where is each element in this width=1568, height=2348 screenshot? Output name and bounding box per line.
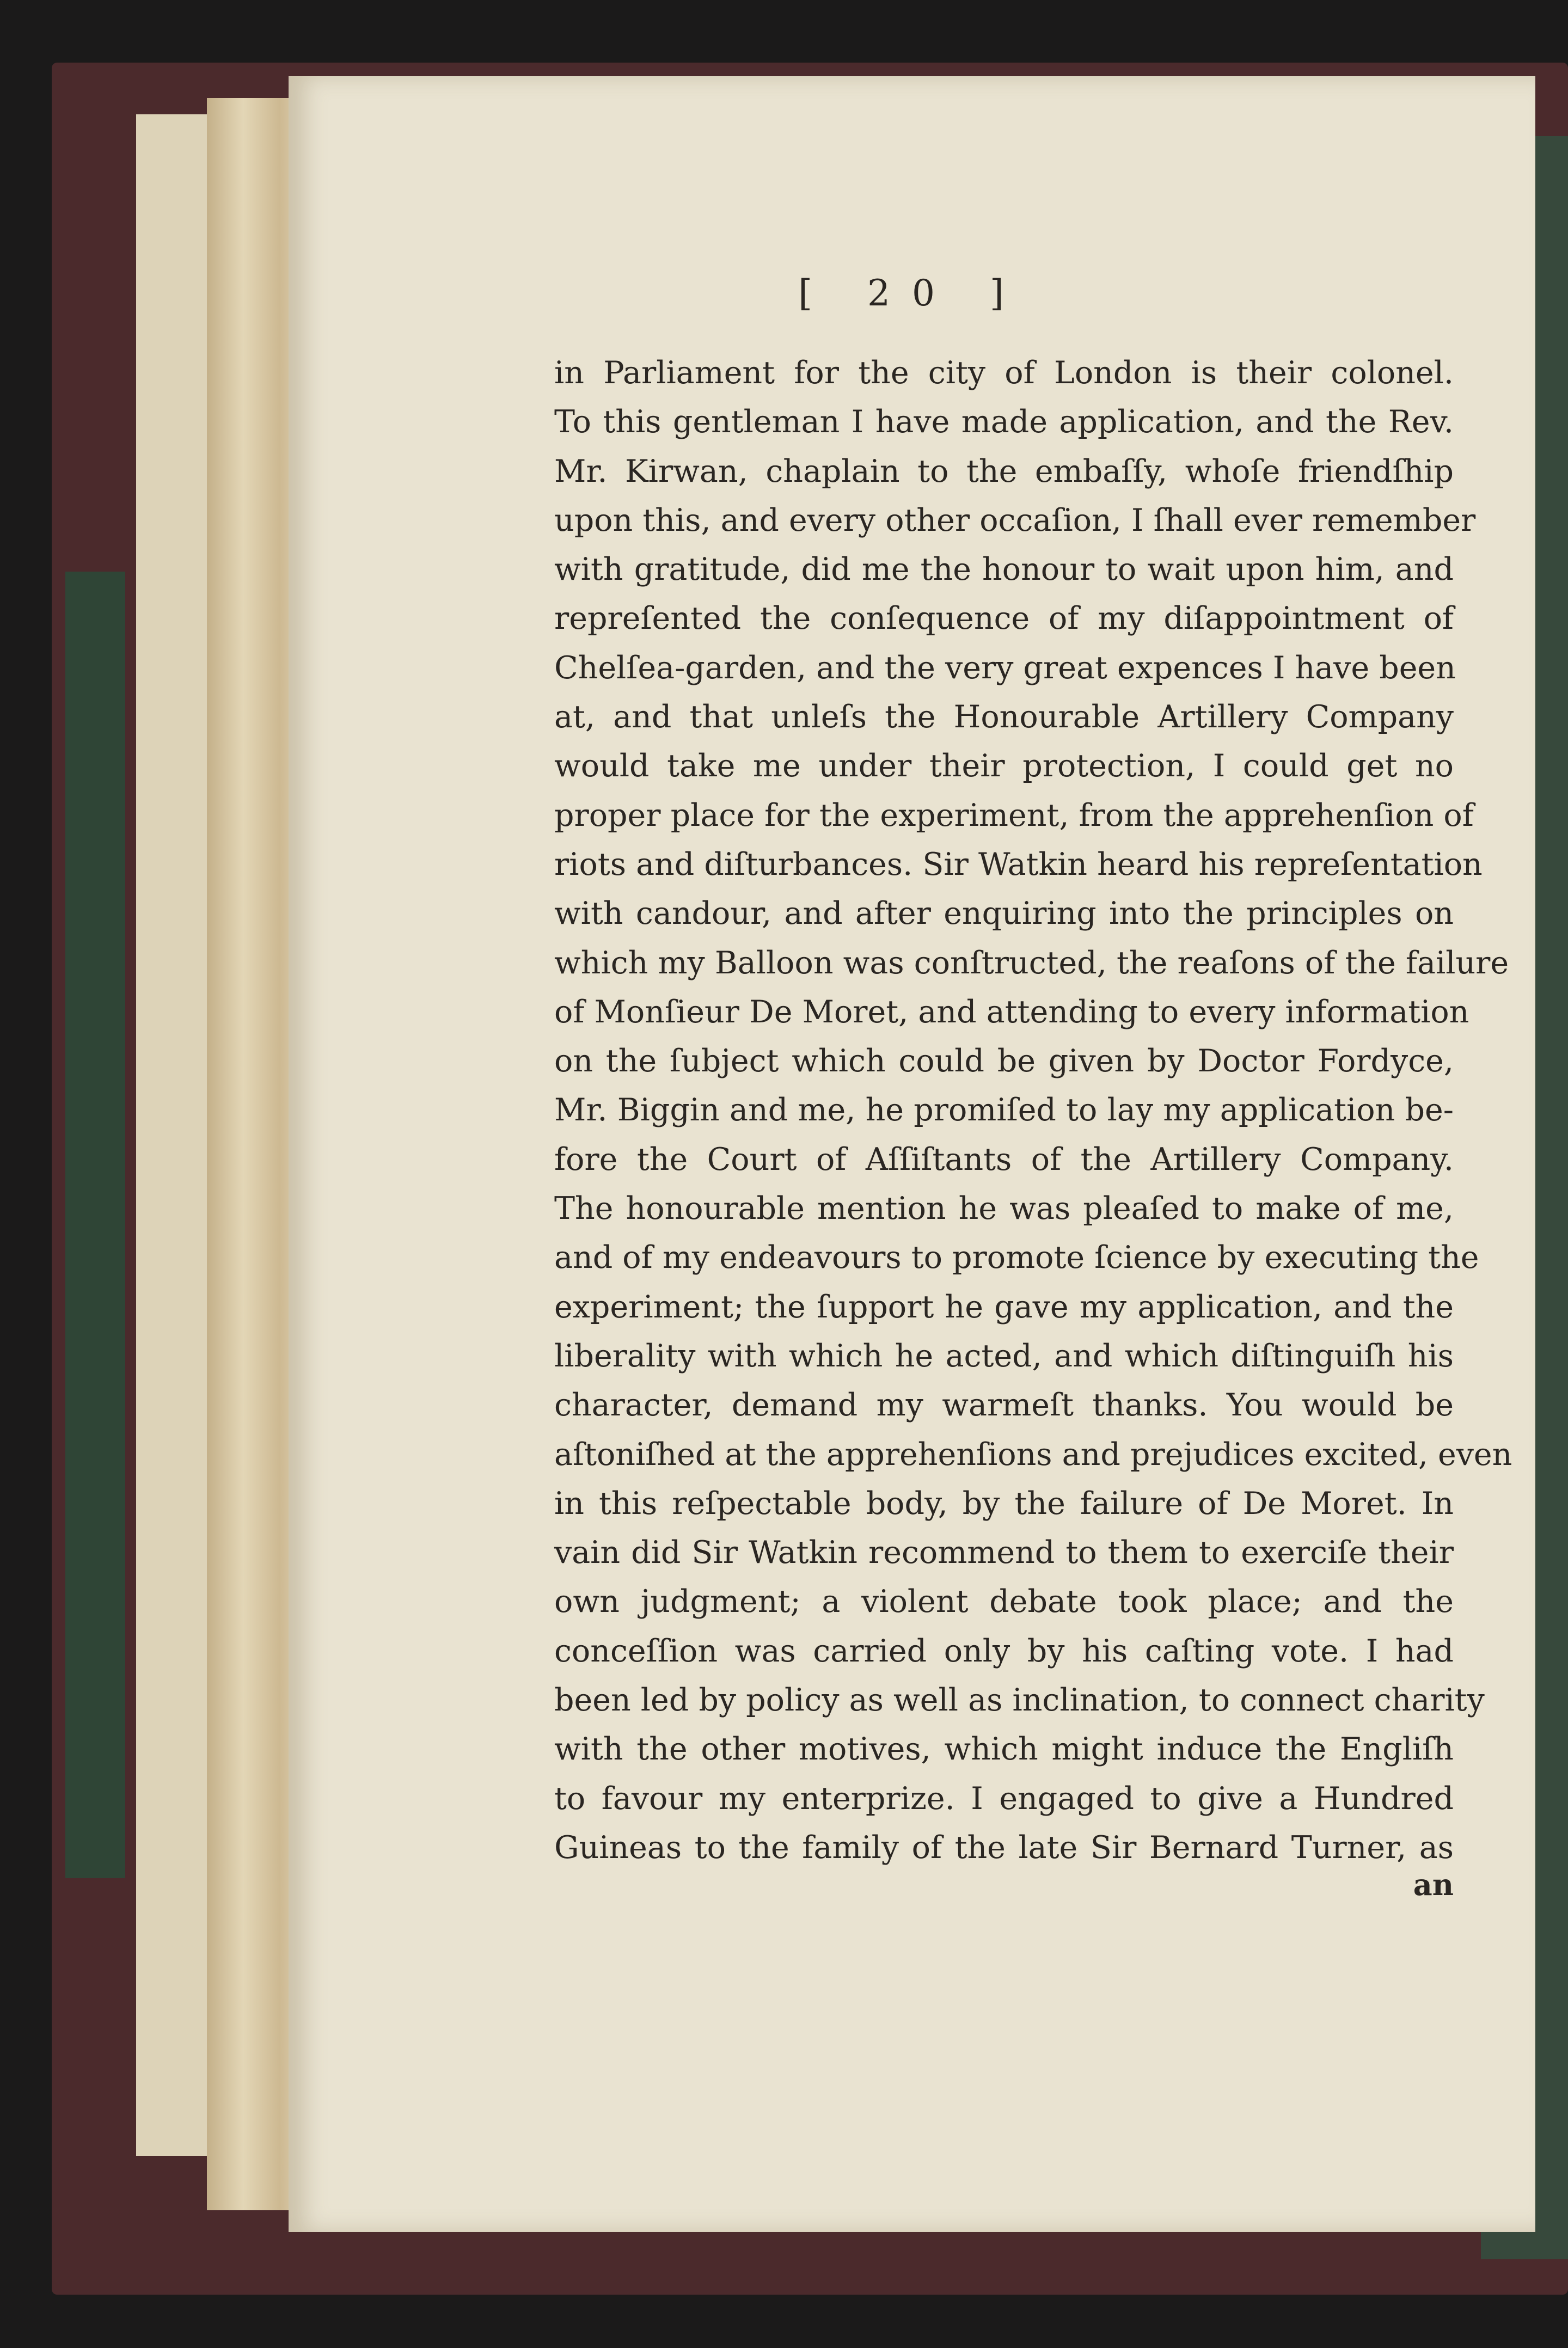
text-line: Chelſea-garden, and the very great expences I have been <box>554 649 1456 686</box>
text-line: Mr. Biggin and me, he promiſed to lay my application be- <box>554 1092 1454 1129</box>
text-line: of Monſieur De Moret, and attending to every information <box>554 994 1469 1030</box>
text-line: on the ſubject which could be given by Doctor Fordyce, <box>554 1043 1454 1080</box>
cover-cloth-strip <box>65 572 125 1878</box>
text-line: which my Balloon was conſtructed, the reaſons of the failure <box>554 945 1509 981</box>
text-line: The honourable mention he was pleaſed to make of me, <box>554 1191 1454 1227</box>
text-line: Guineas to the family of the late Sir Bernard Turner, as <box>554 1829 1454 1866</box>
text-line: in this reſpectable body, by the failure of De Moret. In <box>554 1485 1454 1522</box>
body-text <box>554 348 1512 1872</box>
text-line: fore the Court of Aſſiſtants of the Artillery Company. <box>554 1141 1454 1178</box>
text-line: with candour, and after enquiring into the principles on <box>554 896 1454 932</box>
text-line: experiment; the ſupport he gave my application, and the <box>554 1289 1454 1325</box>
text-line: at, and that unleſs the Honourable Artillery Company <box>554 699 1454 735</box>
text-line: vain did Sir Watkin recommend to them to exerciſe their <box>554 1535 1454 1571</box>
text-line: character, demand my warmeſt thanks. You would be <box>554 1387 1454 1424</box>
text-line: and of my endeavours to promote ſcience by executing the <box>554 1240 1479 1276</box>
text-line: would take me under their protection, I could get no <box>554 748 1454 784</box>
text-line: repreſented the conſequence of my diſappointment of <box>554 600 1454 637</box>
text-line: own judgment; a violent debate took place; and the <box>554 1584 1454 1620</box>
text-line: To this gentleman I have made application, and the Rev. <box>554 404 1454 440</box>
text-line: aſtoniſhed at the apprehenſions and prejudices excited, even <box>554 1436 1512 1473</box>
catchword: an <box>1413 1867 1454 1902</box>
text-line: with the other motives, which might induce the Engliſh <box>554 1731 1454 1768</box>
text-line: conceſſion was carried only by his caſting vote. I had <box>554 1633 1454 1669</box>
text-line: upon this, and every other occaſion, I ſhall ever remember <box>554 502 1476 538</box>
text-line: with gratitude, did me the honour to wait upon him, and <box>554 551 1454 588</box>
text-line: Mr. Kirwan, chaplain to the embaſſy, whoſe friendſhip <box>554 453 1454 489</box>
book-page <box>289 76 1535 2232</box>
text-line: riots and diſturbances. Sir Watkin heard his repreſentation <box>554 846 1483 882</box>
page-number-header: [ 20 ] <box>798 272 1026 314</box>
text-line: in Parliament for the city of London is their colonel. <box>554 355 1454 391</box>
text-line: proper place for the experiment, from the apprehenſion of <box>554 797 1474 833</box>
text-line: been led by policy as well as inclination, to connect charity <box>554 1682 1485 1719</box>
text-line: liberality with which he acted, and which diſtinguiſh his <box>554 1338 1454 1374</box>
text-line: to favour my enterprize. I engaged to give a Hundred <box>554 1780 1454 1817</box>
